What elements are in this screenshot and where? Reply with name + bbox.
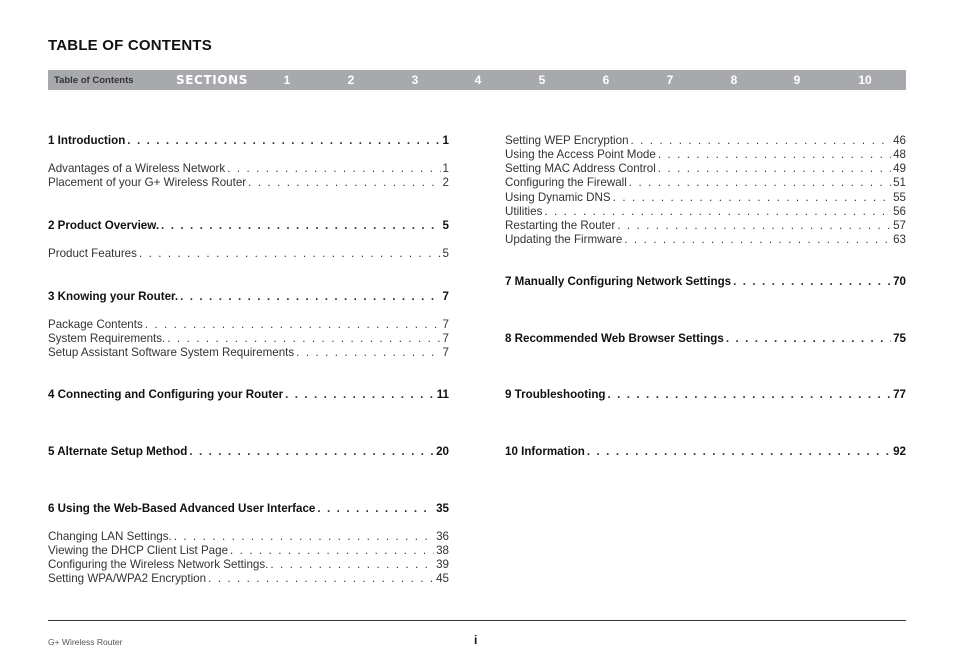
toc-entry-connecting-configuring[interactable] bbox=[48, 388, 449, 402]
toc-entry-label: Utilities bbox=[505, 205, 543, 218]
dot-leader bbox=[587, 445, 891, 459]
toc-entry-page: 39 bbox=[436, 558, 449, 571]
dot-leader bbox=[230, 544, 434, 558]
toc-entry-page: 38 bbox=[436, 544, 449, 557]
toc-entry-web-based-ui[interactable] bbox=[48, 502, 449, 516]
toc-entry-page: 5 bbox=[442, 219, 449, 232]
dot-leader bbox=[248, 176, 440, 190]
page-title: TABLE OF CONTENTS bbox=[48, 37, 212, 54]
toc-entry-troubleshooting[interactable] bbox=[505, 388, 906, 402]
dot-leader bbox=[227, 162, 440, 176]
nav-section-9[interactable]: 9 bbox=[793, 73, 801, 87]
toc-entry-label: Setting MAC Address Control bbox=[505, 162, 656, 175]
toc-entry-page: 1 bbox=[442, 134, 449, 147]
dot-leader bbox=[145, 318, 441, 332]
nav-section-1[interactable]: 1 bbox=[283, 73, 291, 87]
toc-entry-mac-address-control[interactable] bbox=[505, 162, 906, 176]
dot-leader bbox=[285, 388, 435, 402]
dot-leader bbox=[127, 134, 440, 148]
toc-entry-wpa-encryption[interactable] bbox=[48, 572, 449, 586]
dot-leader bbox=[167, 332, 440, 346]
toc-entry-updating-firmware[interactable] bbox=[505, 233, 906, 247]
nav-section-7[interactable]: 7 bbox=[666, 73, 674, 87]
toc-entry-page: 20 bbox=[436, 445, 449, 458]
toc-entry-page: 7 bbox=[442, 290, 449, 303]
toc-entry-label: 9 Troubleshooting bbox=[505, 388, 606, 401]
dot-leader bbox=[631, 134, 892, 148]
dot-leader bbox=[629, 176, 891, 190]
toc-entry-page: 36 bbox=[436, 530, 449, 543]
toc-entry-label: 6 Using the Web-Based Advanced User Interface bbox=[48, 502, 316, 515]
toc-entry-manual-network-settings[interactable] bbox=[505, 275, 906, 289]
dot-leader bbox=[270, 558, 434, 572]
toc-entry-label: Using Dynamic DNS bbox=[505, 191, 611, 204]
toc-entry-page: 48 bbox=[893, 148, 906, 161]
dot-leader bbox=[607, 388, 891, 402]
toc-entry-page: 57 bbox=[893, 219, 906, 232]
dot-leader bbox=[544, 205, 891, 219]
dot-leader bbox=[658, 148, 891, 162]
dot-leader bbox=[658, 162, 891, 176]
toc-entry-page: 35 bbox=[436, 502, 449, 515]
toc-entry-setup-assistant-requirements[interactable] bbox=[48, 346, 449, 360]
toc-entry-label: 8 Recommended Web Browser Settings bbox=[505, 332, 724, 345]
nav-section-4[interactable]: 4 bbox=[474, 73, 482, 87]
dot-leader bbox=[613, 191, 891, 205]
footer-product-name: G+ Wireless Router bbox=[48, 637, 123, 647]
toc-entry-product-overview[interactable] bbox=[48, 219, 449, 233]
toc-entry-label: Setup Assistant Software System Requirements bbox=[48, 346, 295, 359]
toc-entry-page: 45 bbox=[436, 572, 449, 585]
nav-section-3[interactable]: 3 bbox=[411, 73, 419, 87]
dot-leader bbox=[174, 530, 434, 544]
toc-entry-label: Placement of your G+ Wireless Router bbox=[48, 176, 247, 189]
toc-entry-package-contents[interactable] bbox=[48, 318, 449, 332]
dot-leader bbox=[208, 572, 434, 586]
toc-entry-label: 1 Introduction bbox=[48, 134, 126, 147]
toc-entry-label: 7 Manually Configuring Network Settings bbox=[505, 275, 732, 288]
toc-entry-page: 75 bbox=[893, 332, 906, 345]
toc-entry-label: 5 Alternate Setup Method bbox=[48, 445, 188, 458]
dot-leader bbox=[317, 502, 434, 516]
toc-entry-page: 1 bbox=[442, 162, 449, 175]
toc-entry-page: 5 bbox=[442, 247, 449, 260]
toc-entry-advantages[interactable] bbox=[48, 162, 449, 176]
toc-entry-page: 7 bbox=[442, 346, 449, 359]
toc-entry-page: 56 bbox=[893, 205, 906, 218]
toc-entry-label: 3 Knowing your Router. bbox=[48, 290, 179, 303]
toc-entry-page: 70 bbox=[893, 275, 906, 288]
toc-entry-label: Advantages of a Wireless Network bbox=[48, 162, 226, 175]
toc-entry-label: 10 Information bbox=[505, 445, 585, 458]
nav-section-2[interactable]: 2 bbox=[347, 73, 355, 87]
toc-entry-label: Setting WPA/WPA2 Encryption bbox=[48, 572, 207, 585]
toc-entry-label: System Requirements. bbox=[48, 332, 166, 345]
toc-entry-page: 92 bbox=[893, 445, 906, 458]
toc-entry-page: 7 bbox=[442, 332, 449, 345]
dot-leader bbox=[617, 219, 891, 233]
toc-entry-placement[interactable] bbox=[48, 176, 449, 190]
toc-entry-label: Configuring the Wireless Network Settings. bbox=[48, 558, 269, 571]
nav-section-10[interactable]: 10 bbox=[858, 73, 872, 87]
dot-leader bbox=[733, 275, 891, 289]
toc-entry-label: Product Features bbox=[48, 247, 137, 260]
toc-entry-page: 77 bbox=[893, 388, 906, 401]
toc-entry-information[interactable] bbox=[505, 445, 906, 459]
toc-entry-label: Restarting the Router bbox=[505, 219, 616, 232]
dot-leader bbox=[296, 346, 440, 360]
toc-entry-utilities[interactable] bbox=[505, 205, 906, 219]
dot-leader bbox=[180, 290, 440, 304]
toc-entry-label: Package Contents bbox=[48, 318, 143, 331]
toc-entry-label: Viewing the DHCP Client List Page bbox=[48, 544, 229, 557]
dot-leader bbox=[189, 445, 434, 459]
toc-entry-page: 11 bbox=[436, 388, 449, 401]
toc-entry-page: 7 bbox=[442, 318, 449, 331]
toc-entry-system-requirements[interactable] bbox=[48, 332, 449, 346]
toc-entry-dynamic-dns[interactable] bbox=[505, 191, 906, 205]
toc-entry-changing-lan[interactable] bbox=[48, 530, 449, 544]
section-nav-bar bbox=[48, 70, 906, 90]
toc-entry-wep-encryption[interactable] bbox=[505, 134, 906, 148]
toc-entry-alternate-setup[interactable] bbox=[48, 445, 449, 459]
dot-leader bbox=[624, 233, 891, 247]
toc-entry-wireless-settings[interactable] bbox=[48, 558, 449, 572]
footer-divider bbox=[48, 620, 906, 621]
toc-entry-label: Using the Access Point Mode bbox=[505, 148, 656, 161]
toc-entry-page: 46 bbox=[893, 134, 906, 147]
toc-entry-access-point-mode[interactable] bbox=[505, 148, 906, 162]
toc-entry-product-features[interactable] bbox=[48, 247, 449, 261]
dot-leader bbox=[726, 332, 891, 346]
toc-entry-knowing-router[interactable] bbox=[48, 290, 449, 304]
toc-entry-restarting-router[interactable] bbox=[505, 219, 906, 233]
toc-entry-label: Changing LAN Settings. bbox=[48, 530, 172, 543]
dot-leader bbox=[161, 219, 441, 233]
nav-section-6[interactable]: 6 bbox=[602, 73, 610, 87]
toc-entry-label: Configuring the Firewall bbox=[505, 176, 627, 189]
toc-entry-dhcp-client-list[interactable] bbox=[48, 544, 449, 558]
toc-entry-label: 4 Connecting and Configuring your Router bbox=[48, 388, 284, 401]
toc-entry-label: Setting WEP Encryption bbox=[505, 134, 629, 147]
toc-entry-page: 55 bbox=[893, 191, 906, 204]
toc-entry-page: 63 bbox=[893, 233, 906, 246]
toc-entry-web-browser-settings[interactable] bbox=[505, 332, 906, 346]
nav-section-5[interactable]: 5 bbox=[538, 73, 546, 87]
nav-section-8[interactable]: 8 bbox=[730, 73, 738, 87]
nav-toc-label[interactable]: Table of Contents bbox=[54, 74, 134, 86]
nav-sections-label: SECTIONS bbox=[176, 73, 248, 87]
toc-entry-label: Updating the Firmware bbox=[505, 233, 623, 246]
dot-leader bbox=[139, 247, 441, 261]
toc-entry-page: 51 bbox=[893, 176, 906, 189]
footer-page-number: i bbox=[474, 633, 478, 647]
toc-entry-page: 2 bbox=[442, 176, 449, 189]
toc-entry-firewall[interactable] bbox=[505, 176, 906, 190]
toc-entry-page: 49 bbox=[893, 162, 906, 175]
toc-entry-label: 2 Product Overview. bbox=[48, 219, 160, 232]
toc-entry-introduction[interactable] bbox=[48, 134, 449, 148]
